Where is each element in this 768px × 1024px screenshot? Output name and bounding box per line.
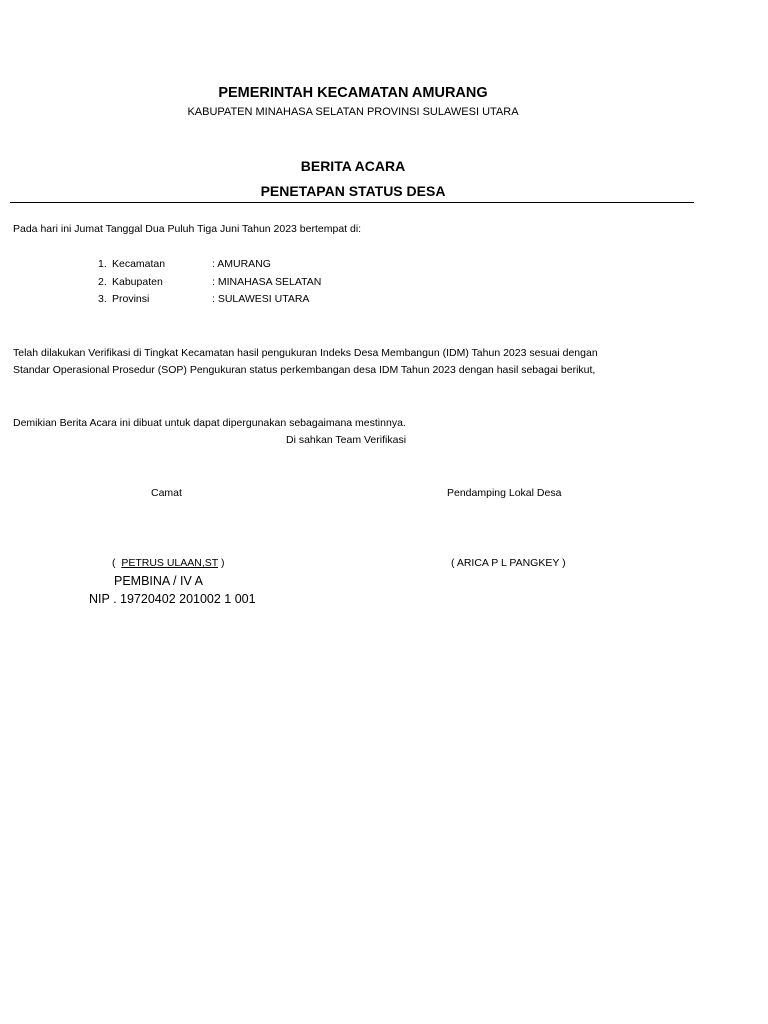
- region-heading: KABUPATEN MINAHASA SELATAN PROVINSI SULAWESI UTARA: [187, 106, 519, 118]
- intro-text: Pada hari ini Jumat Tanggal Dua Puluh Tiga Juni Tahun 2023 bertempat di:: [13, 223, 362, 235]
- paren-open: (: [112, 557, 116, 569]
- location-number: 1.: [98, 258, 107, 270]
- location-label: Provinsi: [112, 293, 150, 305]
- camat-name-line: [112, 558, 224, 569]
- camat-rank: PEMBINA / IV A: [114, 574, 203, 588]
- camat-name: PETRUS ULAAN,ST: [121, 557, 219, 569]
- location-number: 3.: [98, 293, 107, 305]
- location-number: 2.: [98, 276, 107, 288]
- pendamping-role: Pendamping Lokal Desa: [447, 487, 562, 499]
- location-label: Kecamatan: [112, 258, 166, 270]
- document-subtitle: PENETAPAN STATUS DESA: [260, 183, 446, 199]
- camat-nip: NIP . 19720402 201002 1 001: [89, 592, 256, 606]
- document-title: BERITA ACARA: [300, 158, 406, 174]
- location-value: : AMURANG: [212, 258, 271, 270]
- location-label: Kabupaten: [112, 276, 163, 288]
- paren-close: ): [220, 557, 225, 569]
- pendamping-name: ( ARICA P L PANGKEY ): [451, 557, 566, 569]
- verification-text-line1: Telah dilakukan Verifikasi di Tingkat Kecamatan hasil pengukuran Indeks Desa Membangun (IDM) Tahun 2023 sesuai dengan: [13, 347, 598, 359]
- header-divider: [10, 202, 694, 203]
- government-heading: PEMERINTAH KECAMATAN AMURANG: [218, 85, 488, 101]
- verification-text-line2: Standar Operasional Prosedur (SOP) Pengukuran status perkembangan desa IDM Tahun 2023 dengan hasil sebagai berikut,: [13, 364, 596, 376]
- ratification-text: Di sahkan Team Verifikasi: [286, 434, 407, 446]
- location-value: : MINAHASA SELATAN: [212, 276, 322, 288]
- location-value: : SULAWESI UTARA: [212, 293, 310, 305]
- closing-text: Demikian Berita Acara ini dibuat untuk dapat dipergunakan sebagaimana mestinnya.: [13, 417, 406, 429]
- camat-role: Camat: [151, 487, 182, 499]
